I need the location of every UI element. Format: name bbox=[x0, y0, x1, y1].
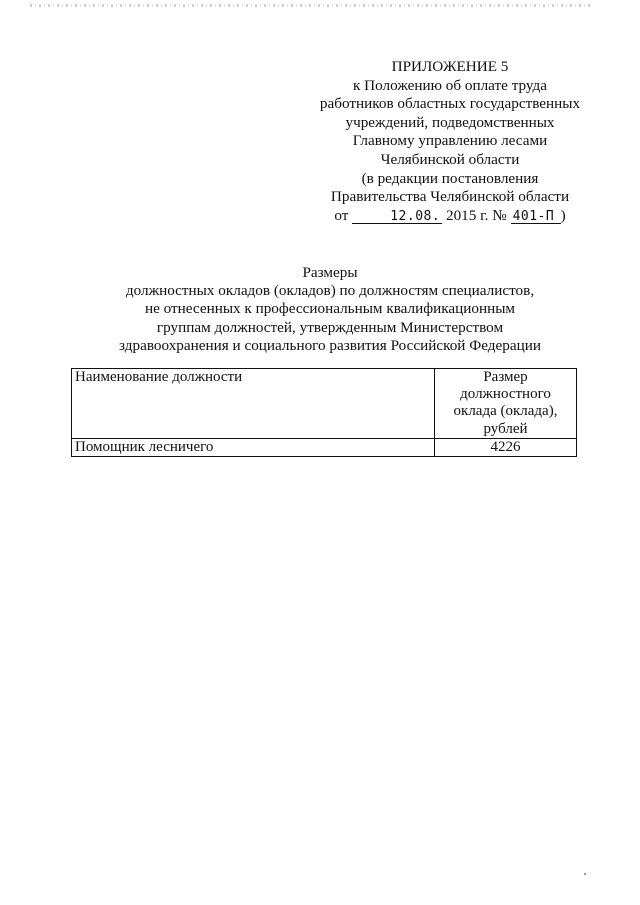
title-line: не отнесенных к профессиональным квалификационным bbox=[144, 300, 516, 318]
table-row bbox=[72, 438, 577, 456]
scan-edge-artifact bbox=[30, 4, 590, 7]
salary-value-cell: 4226 bbox=[435, 438, 577, 456]
year-text: 2015 г. № bbox=[445, 206, 507, 224]
header-salary-size: Размер должностного оклада (оклада), рублей bbox=[435, 369, 577, 439]
title-line: группам должностей, утвержденным Министерством bbox=[156, 318, 504, 336]
appendix-line: работников областных государственных bbox=[319, 95, 581, 113]
document-title bbox=[60, 264, 600, 355]
title-line: Размеры bbox=[302, 264, 358, 281]
table-header-row bbox=[72, 369, 577, 439]
header-position-name: Наименование должности bbox=[72, 369, 435, 439]
appendix-line: Главному управлению лесами bbox=[352, 132, 548, 150]
scan-dot-artifact bbox=[584, 873, 586, 875]
appendix-line: Правительства Челябинской области bbox=[330, 188, 570, 206]
appendix-line: Челябинской области bbox=[380, 150, 520, 168]
appendix-line: учреждений, подведомственных bbox=[345, 113, 555, 131]
resolution-date-line bbox=[300, 207, 600, 226]
position-name-cell: Помощник лесничего bbox=[72, 438, 435, 456]
appendix-title: ПРИЛОЖЕНИЕ 5 bbox=[391, 58, 509, 75]
title-line: должностных окладов (окладов) по должностям специалистов, bbox=[125, 282, 535, 300]
title-line: здравоохранения и социального развития Российской Федерации bbox=[119, 336, 541, 354]
resolution-number: 401-П bbox=[511, 210, 561, 224]
date-prefix: от bbox=[334, 206, 349, 224]
closing-paren: ) bbox=[560, 206, 566, 224]
appendix-line: (в редакции постановления bbox=[361, 169, 539, 187]
resolution-date: 12.08. bbox=[352, 210, 442, 224]
appendix-header bbox=[300, 58, 600, 225]
salary-table bbox=[71, 368, 577, 457]
appendix-line: к Положению об оплате труда bbox=[352, 76, 548, 94]
